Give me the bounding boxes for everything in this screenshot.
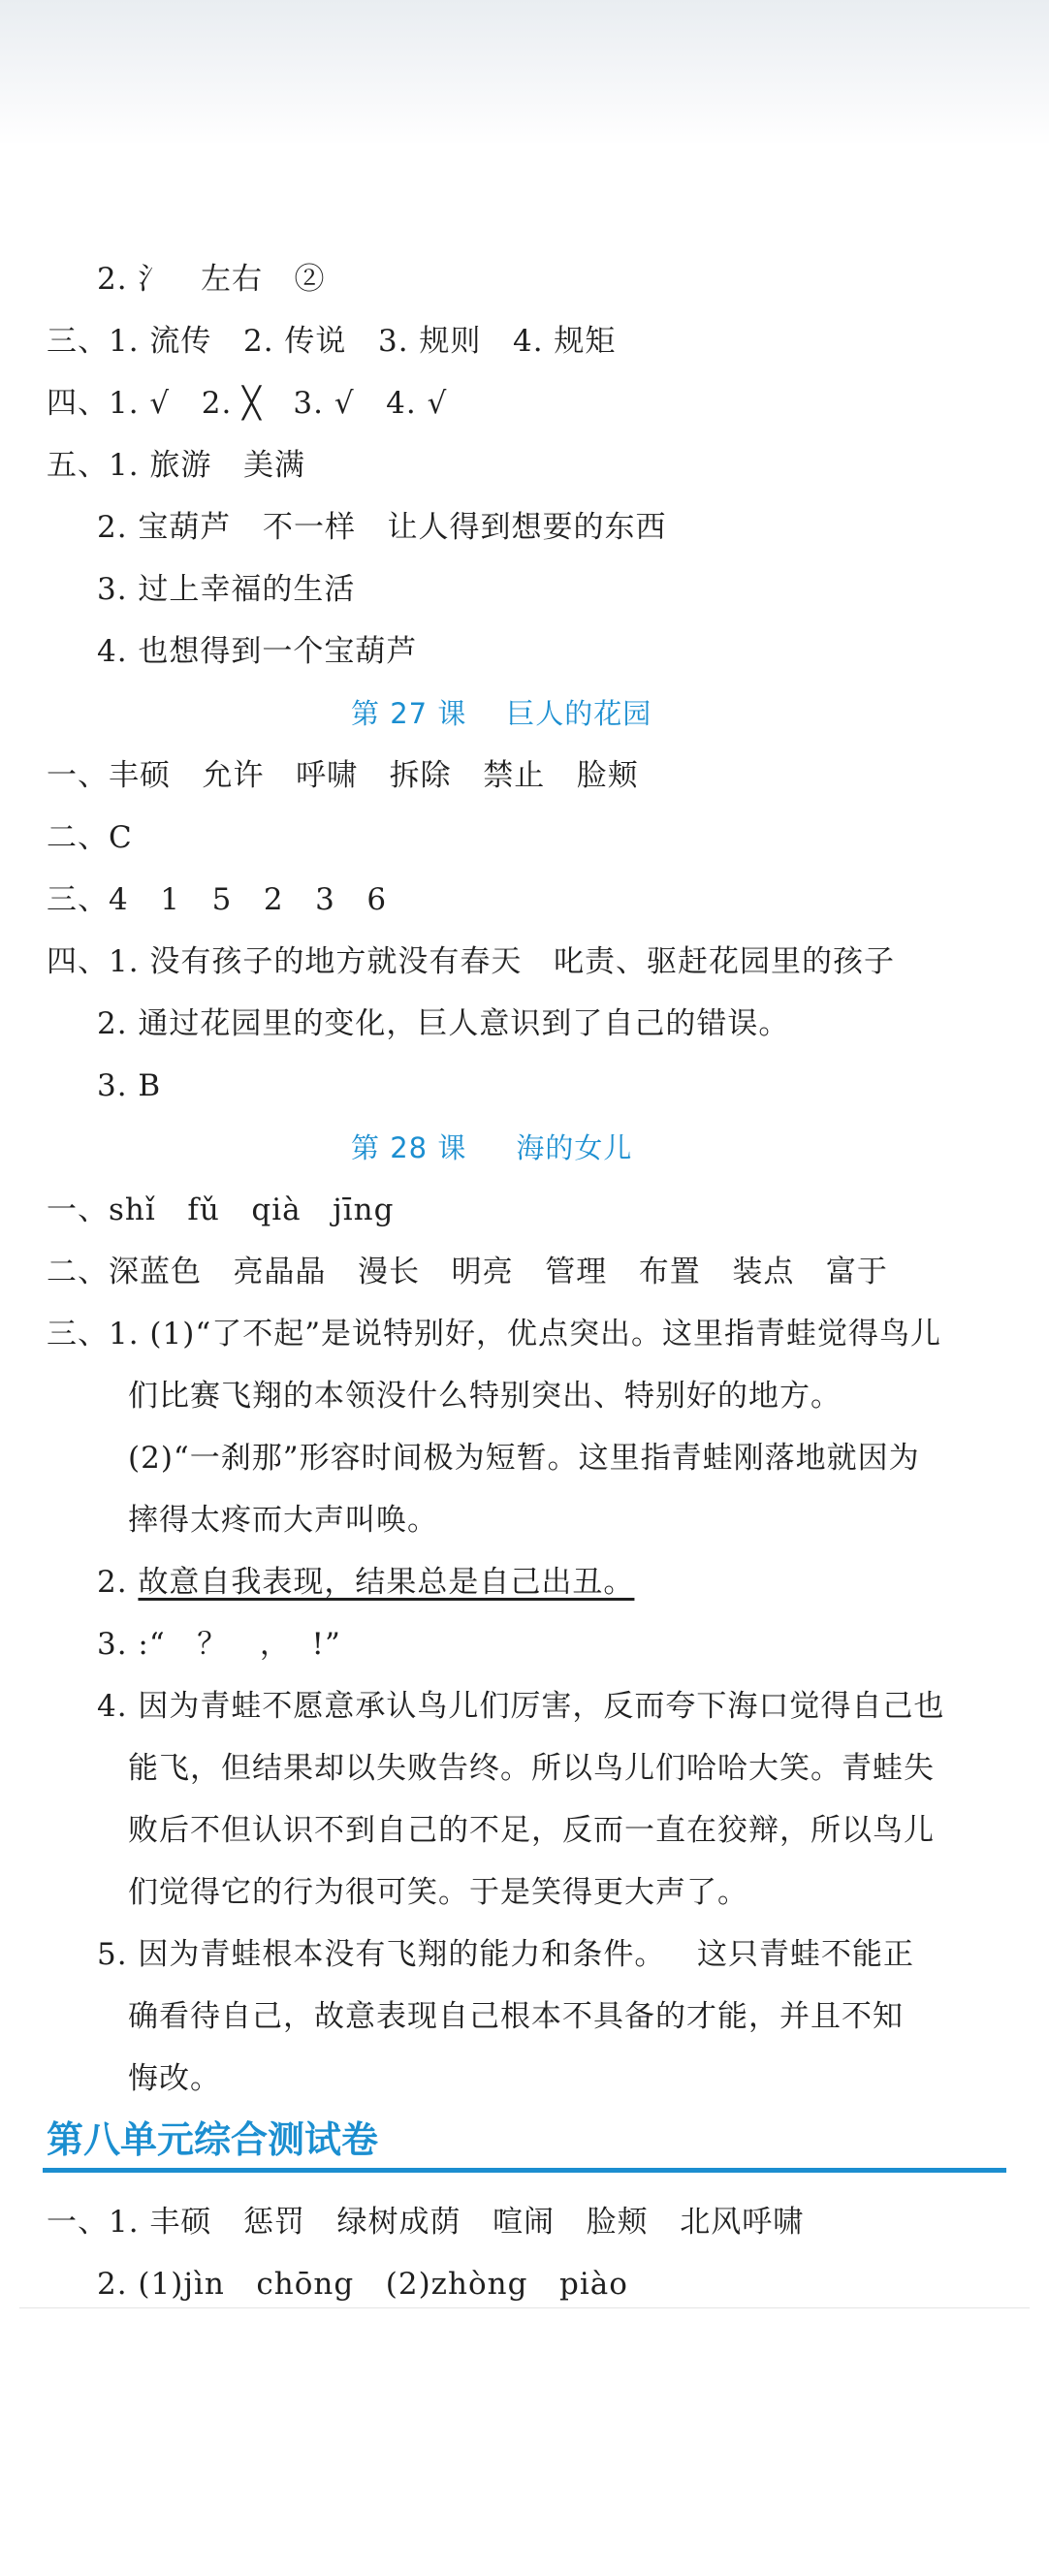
page-bottom-divider [19, 2307, 1030, 2308]
answer-line: 三、1. 流传 2. 传说 3. 规则 4. 规矩 [47, 324, 617, 359]
answer-line: 三、4 1 5 2 3 6 [47, 882, 388, 917]
answer-line: 3. 过上幸福的生活 [97, 572, 356, 607]
answer-line: 一、1. 丰硕 惩罚 绿树成荫 喧闹 脸颊 北风呼啸 [47, 2205, 805, 2240]
unit-title-rule [43, 2168, 1006, 2173]
answer-line: (2)“一刹那”形容时间极为短暂。这里指青蛙刚落地就因为 [128, 1441, 920, 1476]
answer-line: 3. :“ ？ ， !” [97, 1627, 341, 1662]
answer-line: 2. 宝葫芦 不一样 让人得到想要的东西 [97, 510, 667, 545]
answer-line: 五、1. 旅游 美满 [47, 448, 305, 483]
answer-line: 二、C [47, 820, 133, 855]
answer-line: 四、1. 没有孩子的地方就没有春天 叱责、驱赶花园里的孩子 [47, 944, 895, 979]
answer-line: 4. 也想得到一个宝葫芦 [97, 634, 418, 669]
answer-line: 一、shǐ fǔ qià jīng [47, 1193, 395, 1227]
answer-line: 确看待自己，故意表现自己根本不具备的才能，并且不知 [128, 1999, 904, 2034]
answer-line: 悔改。 [128, 2061, 221, 2096]
answer-line: 2. 通过花园里的变化，巨人意识到了自己的错误。 [97, 1006, 790, 1041]
answer-line: 三、1. (1)“了不起”是说特别好，优点突出。这里指青蛙觉得鸟儿 [47, 1317, 942, 1352]
unit-8-title: 第八单元综合测试卷 [47, 2118, 379, 2161]
answer-line: 四、1. √ 2. ╳ 3. √ 4. √ [47, 386, 448, 421]
answer-line: 2. (1)jìn chōng (2)zhòng piào [97, 2267, 628, 2302]
answer-line: 5. 因为青蛙根本没有飞翔的能力和条件。 这只青蛙不能正 [97, 1937, 914, 1972]
lesson-27-heading: 第 27 课 巨人的花园 [351, 697, 652, 730]
answer-line: 一、丰硕 允许 呼啸 拆除 禁止 脸颊 [47, 758, 639, 793]
answer-line [97, 1563, 634, 1602]
answer-line: 3. B [97, 1068, 162, 1103]
answer-line: 摔得太疼而大声叫唤。 [128, 1503, 438, 1538]
answer-line: 败后不但认识不到自己的不足，反而一直在狡辩，所以鸟儿 [128, 1813, 935, 1848]
underlined-answer: 故意自我表现，结果总是自己出丑。 [138, 1565, 635, 1600]
answer-line: 二、深蓝色 亮晶晶 漫长 明亮 管理 布置 装点 富于 [47, 1255, 888, 1289]
item-number: 2. [97, 1565, 139, 1600]
answer-line: 4. 因为青蛙不愿意承认鸟儿们厉害，反而夸下海口觉得自己也 [97, 1689, 945, 1724]
answer-line: 能飞，但结果却以失败告终。所以鸟儿们哈哈大笑。青蛙失 [128, 1751, 935, 1786]
answer-line: 2. 氵 左右 ② [97, 262, 326, 297]
answer-line: 们比赛飞翔的本领没什么特别突出、特别好的地方。 [128, 1379, 842, 1414]
lesson-28-heading: 第 28 课 海的女儿 [351, 1131, 633, 1164]
answer-line: 们觉得它的行为很可笑。于是笑得更大声了。 [128, 1875, 748, 1910]
